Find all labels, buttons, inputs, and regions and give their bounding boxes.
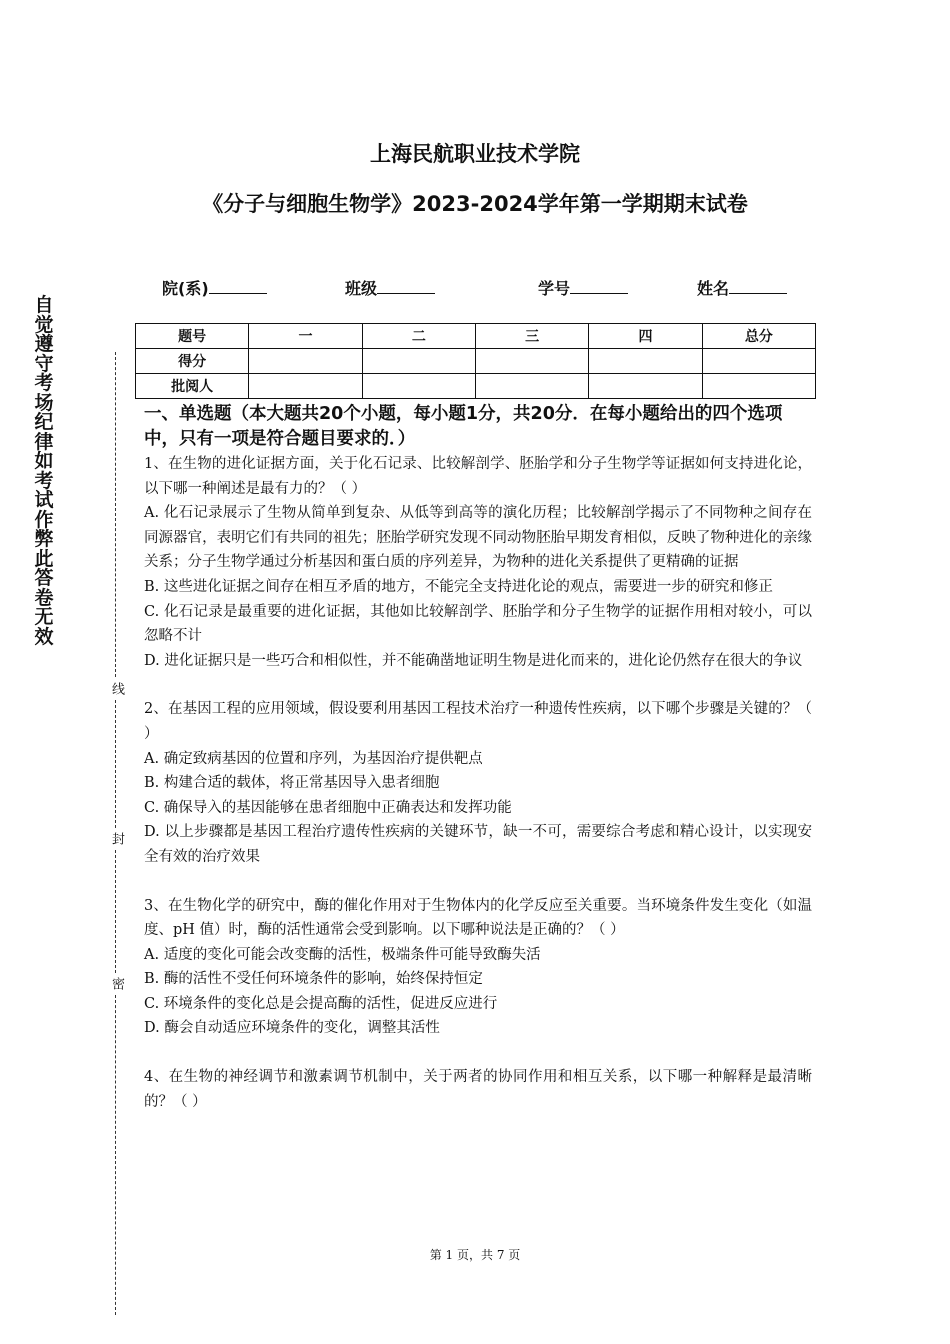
table-cell[interactable] [362, 349, 475, 374]
table-cell: 得分 [136, 349, 249, 374]
name-blank[interactable] [729, 279, 787, 294]
question-stem: 2、在基因工程的应用领域，假设要利用基因工程技术治疗一种遗传性疾病，以下哪个步骤是关键的？（ ） [144, 701, 812, 742]
table-cell[interactable] [475, 374, 588, 399]
answer-option[interactable]: D. 酶会自动适应环境条件的变化，调整其活性 [144, 1020, 440, 1037]
question-content [144, 402, 812, 1114]
side-notice-char: 试 [34, 489, 54, 511]
side-notice-char: 无 [34, 606, 54, 628]
table-cell: 三 [475, 324, 588, 349]
answer-option[interactable]: C. 化石记录是最重要的进化证据，其他如比较解剖学、胚胎学和分子生物学的证据作用相对较小，可以忽略不计 [144, 603, 812, 645]
table-row [136, 324, 816, 349]
table-cell: 一 [249, 324, 362, 349]
side-notice-char: 卷 [34, 586, 54, 609]
school-name: 上海民航职业技术学院 [370, 142, 580, 166]
side-notice-char: 答 [34, 567, 54, 589]
info-class: 班级 [345, 276, 435, 299]
question-stem: 3、在生物化学的研究中，酶的催化作用对于生物体内的化学反应至关重要。当环境条件发生变化（如温度、pH 值）时，酶的活性通常会受到影响。以下哪种说法是正确的？（ ） [144, 897, 812, 939]
table-row [136, 374, 816, 399]
table-cell[interactable] [249, 349, 362, 374]
table-cell[interactable] [589, 374, 702, 399]
answer-option[interactable]: C. 环境条件的变化总是会提高酶的活性，促进反应进行 [144, 995, 498, 1012]
info-department: 院(系) [162, 276, 267, 299]
side-notice-char: 考 [34, 469, 54, 492]
side-notice-char: 弊 [34, 528, 54, 550]
side-notice [32, 296, 56, 647]
answer-option[interactable]: D. 以上步骤都是基因工程治疗遗传性疾病的关键环节，缺一不可，需要综合考虑和精心设计，以实现安全有效的治疗效果 [144, 824, 812, 865]
page-footer: 第 1 页，共 7 页 [429, 1248, 521, 1262]
binding-line [115, 850, 116, 973]
side-notice-char: 如 [34, 450, 54, 472]
answer-option[interactable]: A. 确定致病基因的位置和序列，为基因治疗提供靶点 [144, 750, 483, 767]
table-cell: 四 [589, 324, 702, 349]
table-cell[interactable] [475, 349, 588, 374]
info-student-id: 学号 [538, 276, 628, 299]
answer-option[interactable]: D. 进化证据只是一些巧合和相似性，并不能确凿地证明生物是进化而来的，进化论仍然存在很大的争议 [144, 652, 803, 669]
side-notice-char: 场 [34, 391, 54, 414]
question-stem: 4、在生物的神经调节和激素调节机制中，关于两者的协同作用和相互关系，以下哪一种解释是最清晰的？（ ） [144, 1069, 812, 1110]
table-cell: 批阅人 [136, 374, 249, 399]
answer-option[interactable]: B. 构建合适的载体，将正常基因导入患者细胞 [144, 775, 440, 792]
answer-option[interactable]: A. 化石记录展示了生物从简单到复杂、从低等到高等的演化历程；比较解剖学揭示了不同物种之间存在同源器官，表明它们有共同的祖先；胚胎学研究发现不同动物胚胎早期发育相似，反映了物种进化的亲缘关系；分子生物学通过分析基因和蛋白质的序列差异，为物种的进化关系提供了更精确的证据 [144, 505, 812, 571]
question-item [144, 452, 812, 673]
binding-line [115, 352, 116, 677]
question-item [144, 697, 812, 869]
question-stem: 1、在生物的进化证据方面，关于化石记录、比较解剖学、胚胎学和分子生物学等证据如何支持进化论，以下哪一种阐述是最有力的？（ ） [144, 456, 812, 497]
table-cell[interactable] [702, 349, 815, 374]
score-table [135, 323, 816, 399]
section-title: 一、单选题（本大题共20个小题，每小题1分，共20分．在每小题给出的四个选项中，只有一项是符合题目要求的．） [144, 404, 783, 449]
side-notice-char: 守 [34, 352, 54, 375]
seal-mark-line: 线 [109, 682, 124, 695]
table-cell[interactable] [362, 374, 475, 399]
table-cell[interactable] [702, 374, 815, 399]
side-notice-char: 作 [34, 508, 54, 531]
side-notice-char: 遵 [34, 333, 54, 355]
side-notice-char: 律 [34, 430, 54, 453]
answer-option[interactable]: B. 酶的活性不受任何环境条件的影响，始终保持恒定 [144, 971, 483, 988]
info-name: 姓名 [697, 276, 787, 299]
table-cell[interactable] [589, 349, 702, 374]
answer-option[interactable]: C. 确保导入的基因能够在患者细胞中正确表达和发挥功能 [144, 799, 512, 816]
side-notice-char: 纪 [34, 411, 54, 433]
question-item [144, 894, 812, 1042]
side-notice-char: 效 [34, 625, 54, 648]
seal-mark-secret: 密 [109, 977, 124, 990]
side-notice-char: 考 [34, 372, 54, 394]
department-blank[interactable] [209, 279, 267, 294]
table-cell: 总分 [702, 324, 815, 349]
side-notice-char: 觉 [34, 313, 54, 336]
table-row [136, 349, 816, 374]
class-blank[interactable] [377, 279, 435, 294]
binding-line [115, 995, 116, 1315]
table-cell: 二 [362, 324, 475, 349]
answer-option[interactable]: B. 这些进化证据之间存在相互矛盾的地方，不能完全支持进化论的观点，需要进一步的研究和修正 [144, 578, 773, 595]
question-list [144, 452, 812, 1114]
table-cell[interactable] [249, 374, 362, 399]
exam-title: 《分子与细胞生物学》2023-2024学年第一学期期末试卷 [202, 192, 748, 216]
answer-option[interactable]: A. 适度的变化可能会改变酶的活性，极端条件可能导致酶失活 [144, 946, 541, 963]
student-id-blank[interactable] [570, 279, 628, 294]
table-cell: 题号 [136, 324, 249, 349]
binding-line [115, 700, 116, 828]
question-item [144, 1065, 812, 1114]
seal-mark-seal: 封 [109, 832, 124, 845]
side-notice-char: 此 [34, 547, 54, 570]
side-notice-char: 自 [34, 294, 54, 316]
